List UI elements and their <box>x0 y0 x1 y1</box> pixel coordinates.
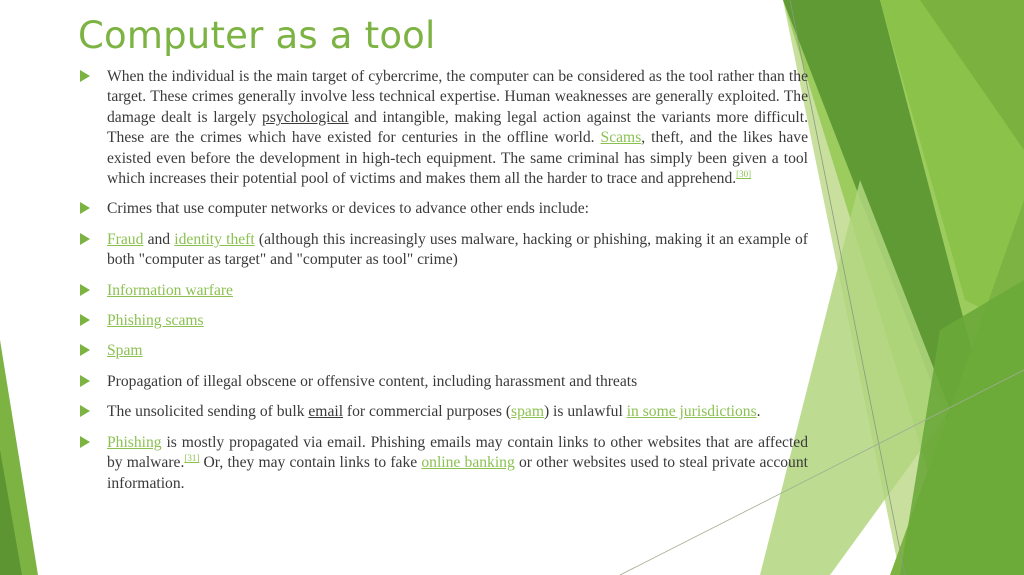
bullet-list <box>78 67 808 494</box>
text: is mostly propagated via email. Phishing emails may contain links to other websites that are affected by malware. <box>107 433 808 472</box>
bullet-information-warfare <box>78 281 808 301</box>
link-identity-theft[interactable]: identity theft <box>174 230 255 248</box>
text: , theft, and the likes have existed even before the development in high-tech equipment. The same criminal has simply been given a tool which increases their potential pool of victims and makes them all the harder to trace and apprehend. <box>107 129 808 188</box>
bullet-arrow-icon <box>80 436 90 448</box>
text: (although this increasingly uses malware, hacking or phishing, making it an example of both "computer as target" and "computer as tool" crime) <box>107 230 808 269</box>
bullet-computer-as-tool <box>78 67 808 189</box>
link-in-some-jurisdictions[interactable]: in some jurisdictions <box>626 403 757 421</box>
bullet-arrow-icon <box>80 284 90 296</box>
bullet-spam <box>78 341 808 361</box>
bullet-arrow-icon <box>80 375 90 387</box>
bullet-arrow-icon <box>80 405 90 417</box>
bullet-fraud <box>78 230 808 271</box>
slide-title: Computer as a tool <box>78 14 436 57</box>
link-phishing[interactable]: Phishing <box>107 433 162 451</box>
bullet-arrow-icon <box>80 314 90 326</box>
link-spam[interactable]: Spam <box>107 342 143 360</box>
text: Or, they may contain links to fake <box>199 454 422 472</box>
text: or other websites used to steal private account information. <box>107 454 808 492</box>
link-online-banking[interactable]: online banking <box>421 454 515 472</box>
bullet-phishing-scams <box>78 311 808 331</box>
citation-31[interactable]: [31] <box>184 453 200 464</box>
text: and <box>143 230 175 248</box>
link-email[interactable]: email <box>308 403 344 421</box>
text: The unsolicited sending of bulk <box>107 403 309 421</box>
bullet-phishing <box>78 433 808 494</box>
bullet-unsolicited-email <box>78 402 808 422</box>
text: Propagation of illegal obscene or offensive content, including harassment and threats <box>107 372 638 390</box>
citation-30[interactable]: [30] <box>736 169 752 180</box>
bullet-arrow-icon <box>80 233 90 245</box>
text: . <box>756 403 761 421</box>
link-scams[interactable]: Scams <box>600 129 642 147</box>
link-psychological[interactable]: psychological <box>261 108 349 126</box>
link-information-warfare[interactable]: Information warfare <box>107 281 233 299</box>
bullet-arrow-icon <box>80 202 90 214</box>
link-spam-inline[interactable]: spam <box>511 403 544 421</box>
text: ) is unlawful <box>543 403 627 421</box>
link-phishing-scams[interactable]: Phishing scams <box>107 312 204 330</box>
bullet-crimes-intro <box>78 199 808 219</box>
text: and intangible, making legal action against the variants more difficult. These are the crimes which have existed for centuries in the offline world. <box>107 108 808 147</box>
link-fraud[interactable]: Fraud <box>107 230 144 248</box>
bullet-arrow-icon <box>80 344 90 356</box>
text: When the individual is the main target of cybercrime, the computer can be considered as the tool rather than the target. These crimes generally involve less technical expertise. Human weaknesses are generally exploited. The damage dealt is largely <box>107 68 808 126</box>
text: for commercial purposes ( <box>343 403 512 421</box>
bullet-arrow-icon <box>80 70 90 82</box>
text: Crimes that use computer networks or devices to advance other ends include: <box>107 200 589 218</box>
bullet-propagation <box>78 372 808 392</box>
